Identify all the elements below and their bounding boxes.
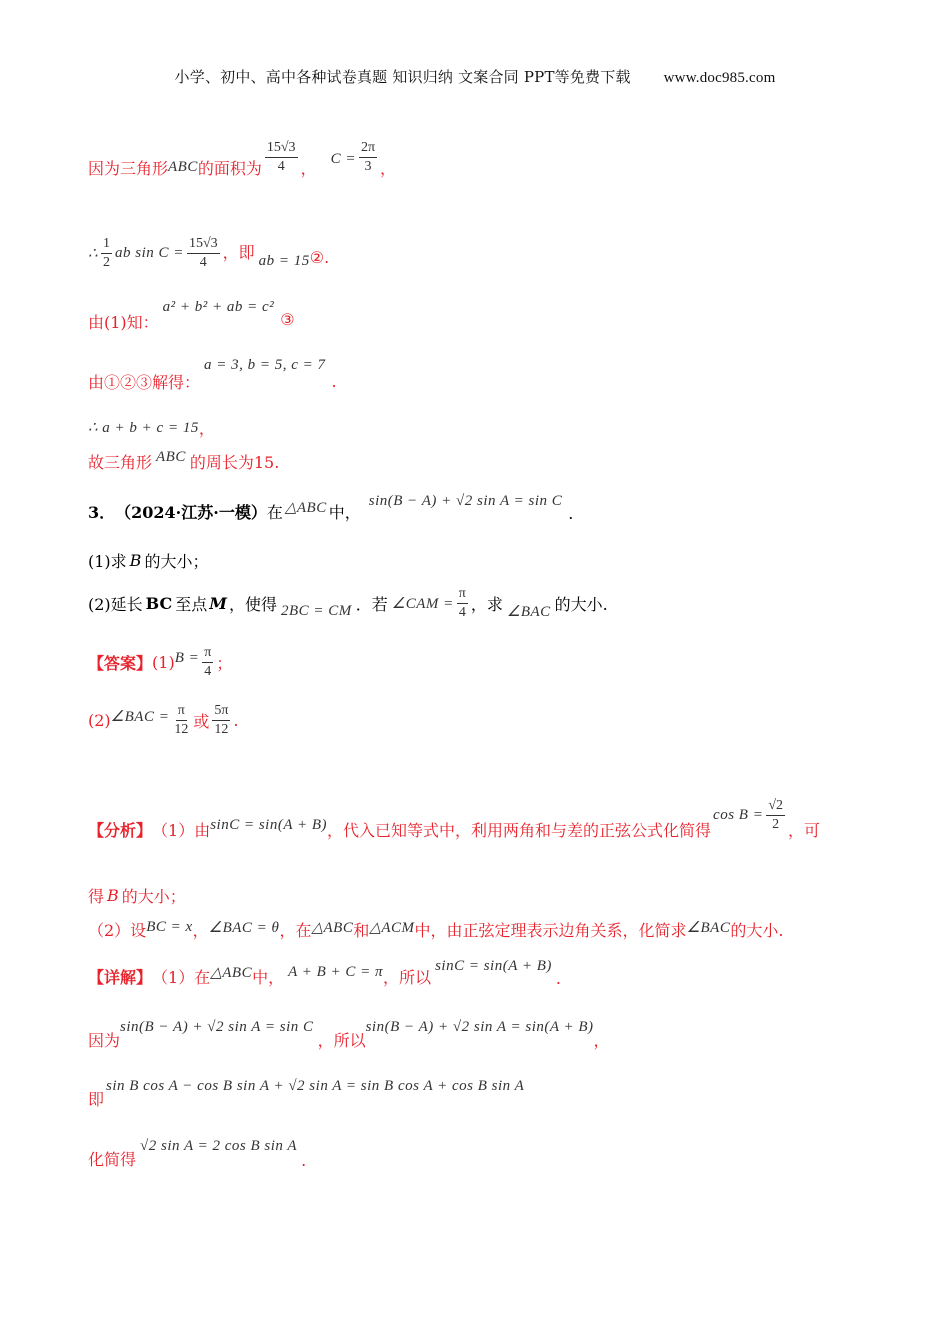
text: (2): [88, 711, 111, 731]
math-solution: a = 3, b = 5, c = 7: [204, 357, 326, 373]
math-bac-eq: ∠BAC =: [110, 709, 170, 726]
fraction-numerator: 1: [101, 236, 112, 254]
text: 中，: [252, 968, 285, 987]
math-triangle: △ABC: [210, 965, 253, 981]
math-sinc: sinC = sin(A + B): [210, 817, 328, 834]
math-sinc: sinC = sin(A + B): [435, 958, 552, 974]
text: ，可: [788, 821, 821, 841]
math-bc: BC: [145, 594, 173, 614]
fraction-numerator: π: [176, 703, 187, 721]
text: 或: [193, 712, 210, 732]
text: 即: [88, 1090, 105, 1109]
question-source: （2024·江苏·一模）: [115, 503, 267, 522]
text: 中，: [328, 503, 361, 522]
math-abc: ABC: [156, 449, 186, 465]
fraction-denominator: 3: [364, 159, 372, 175]
text: .: [301, 1151, 307, 1170]
math-bac: ∠BAC: [686, 920, 731, 936]
math-given: sin(B − A) + √2 sin A = sin C: [368, 493, 563, 509]
text: ②.: [309, 248, 330, 268]
detail-line1: [88, 955, 561, 988]
question-3: [88, 490, 574, 523]
text: (2)延长: [88, 595, 143, 615]
math-cam: ∠CAM =: [391, 596, 454, 613]
solve-line: [88, 357, 337, 392]
text: 因为: [88, 1031, 121, 1050]
analysis-line2: [88, 884, 186, 907]
fraction-c: [359, 140, 377, 175]
fraction-numerator: √2: [766, 798, 785, 816]
math-abc: ABC: [168, 159, 198, 176]
area-equation: [88, 236, 329, 271]
text: .: [568, 504, 574, 523]
text: 和: [353, 921, 370, 940]
text: (1)求: [88, 552, 127, 571]
text: .: [555, 969, 561, 988]
fraction-denominator: 4: [199, 255, 207, 271]
text: 的大小.: [554, 595, 608, 615]
text: 的周长为15.: [189, 453, 280, 472]
header-title: 小学、初中、高中各种试卷真题 知识归纳 文案合同 PPT等免费下载: [174, 68, 631, 86]
fraction-5pi12: [212, 703, 230, 738]
text: （1）由: [152, 821, 211, 841]
text: ③: [280, 310, 295, 329]
fraction-denominator: 4: [277, 159, 285, 175]
text: ，所以: [317, 1031, 366, 1050]
text: 至点: [175, 595, 208, 615]
text: ，所以: [383, 968, 432, 987]
text: (1): [152, 653, 175, 673]
text: ，代入已知等式中，利用两角和与差的正弦公式化简得: [327, 821, 712, 841]
fraction-area: [187, 236, 220, 271]
math-m: M: [209, 594, 227, 614]
math-eq3: a² + b² + ab = c²: [162, 299, 275, 315]
math-bac: ∠BAC: [506, 604, 551, 621]
math-b-eq: B =: [174, 650, 200, 667]
page-header: [0, 66, 950, 87]
text: ，: [300, 159, 317, 179]
fraction-denominator: 4: [458, 605, 466, 621]
fraction-sqrt2-2: [766, 798, 785, 833]
question-part2: [88, 586, 608, 621]
fraction-area: [265, 140, 298, 175]
text: 由①②③解得：: [88, 373, 201, 392]
text: ，在: [279, 921, 312, 940]
math-b: B: [129, 551, 142, 570]
fraction-denominator: 12: [214, 722, 229, 738]
fraction-numerator: 5π: [212, 703, 230, 721]
text: 由(1)知：: [88, 313, 159, 332]
math-cosb: cos B =: [713, 807, 764, 824]
math-triangle-acm: △ACM: [369, 920, 415, 936]
math-substituted: sin(B − A) + √2 sin A = sin(A + B): [365, 1019, 594, 1035]
detail-line4: [88, 1135, 307, 1170]
math-angle-sum: A + B + C = π: [288, 964, 384, 980]
analysis-line1: [88, 798, 821, 841]
text: 在: [266, 503, 283, 522]
text: ；: [216, 654, 233, 674]
math-bac-theta: ∠BAC = θ: [208, 920, 280, 936]
text: 因为三角形: [88, 159, 169, 179]
detail-line2: [88, 1016, 610, 1050]
text: ．若: [355, 595, 388, 615]
text: ，求: [470, 595, 503, 615]
answer-part2: [88, 703, 239, 738]
math-expr: ab sin C =: [115, 245, 184, 262]
text: .: [233, 711, 239, 731]
text: 化简得: [88, 1150, 137, 1169]
fraction-denominator: 2: [103, 255, 111, 271]
text: ，: [380, 159, 397, 179]
text: 得: [88, 887, 105, 906]
math-simplified: √2 sin A = 2 cos B sin A: [140, 1138, 298, 1154]
perimeter-line: [88, 450, 279, 473]
fraction-denominator: 12: [174, 722, 189, 738]
therefore-symbol: ∴: [88, 246, 99, 263]
text: ，: [593, 1031, 610, 1050]
text: 的大小；: [121, 887, 186, 906]
text: 的大小；: [144, 552, 209, 571]
math-bc-x: BC = x: [146, 919, 193, 935]
fraction-numerator: 2π: [359, 140, 377, 158]
header-url[interactable]: www.doc985.com: [663, 70, 776, 86]
text: ，使得: [228, 595, 277, 615]
text: 的大小.: [730, 921, 784, 940]
fraction-pi4: [202, 645, 213, 680]
text: （2）设: [88, 921, 147, 940]
fraction-pi4: [457, 586, 468, 621]
fraction-numerator: 15√3: [187, 236, 220, 254]
math-given: sin(B − A) + √2 sin A = sin C: [120, 1019, 314, 1035]
fraction-numerator: 15√3: [265, 140, 298, 158]
math-triangle: △ABC: [284, 500, 327, 516]
math-expanded: sin B cos A − cos B sin A + √2 sin A = sin B cos A + cos B sin A: [106, 1078, 525, 1094]
math-b: B: [107, 886, 119, 905]
text: 的面积为: [197, 159, 262, 179]
text: .: [331, 372, 337, 391]
math-c: C =: [330, 151, 356, 168]
math-ab: ab = 15: [258, 253, 310, 270]
text: ，: [198, 419, 215, 438]
text: 故三角形: [88, 453, 153, 472]
detail-label: 【详解】: [88, 968, 153, 987]
fraction-denominator: 2: [772, 817, 780, 833]
from-part1: [88, 299, 295, 332]
sum-line: [88, 416, 215, 439]
text: ，即: [222, 243, 255, 263]
fraction-numerator: π: [202, 645, 213, 663]
fraction-pi12: [172, 703, 190, 738]
text: （1）在: [152, 968, 211, 987]
question-part1: [88, 549, 208, 572]
analysis-label: 【分析】: [88, 821, 153, 841]
math-sum: ∴ a + b + c = 15: [88, 420, 199, 436]
text: ，: [192, 921, 209, 940]
question-number: 3．: [88, 503, 116, 522]
fraction-numerator: π: [457, 586, 468, 604]
detail-line3: [88, 1075, 525, 1109]
fraction-denominator: 4: [204, 664, 212, 680]
math-triangle: △ABC: [311, 920, 354, 936]
analysis-line3: [88, 918, 783, 941]
answer-label: 【答案】: [88, 654, 153, 674]
text: 中，由正弦定理表示边角关系，化简求: [414, 921, 687, 940]
fraction-half: [101, 236, 112, 271]
math-2bc: 2BC = CM: [280, 603, 352, 620]
answer-part1: [88, 645, 232, 680]
